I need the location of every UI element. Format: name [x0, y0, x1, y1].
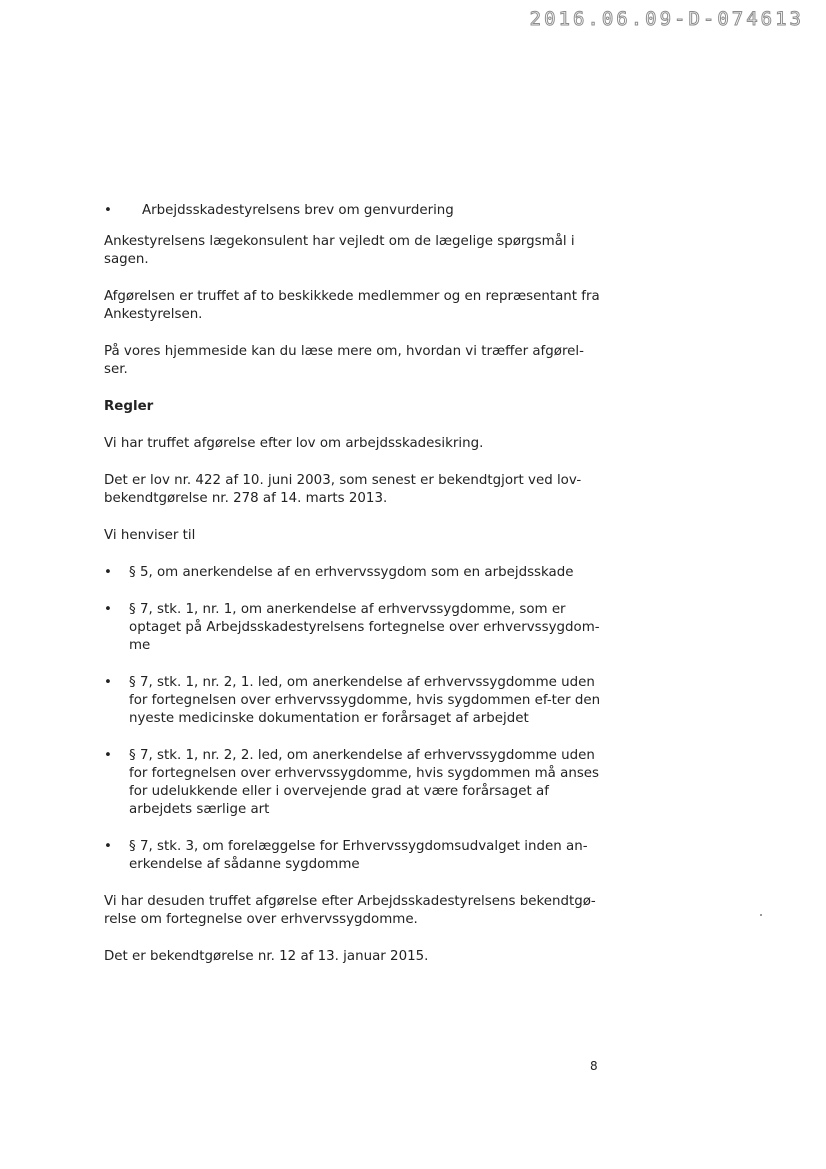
paragraph-executive-order: Vi har desuden truffet afgørelse efter Arbejdsskadestyrelsens bekendtgø-relse om fortegnelse over erhvervssygdomme.: [104, 894, 596, 927]
list-item: [104, 564, 604, 582]
reference-list: [104, 564, 604, 874]
list-item-text: § 7, stk. 1, nr. 2, 1. led, om anerkendelse af erhvervssygdomme uden for fortegnelsen over erhvervssygdomme, hvis sygdommen ef-ter den nyeste medicinske dokumentation er forårsaget af arbejdet: [129, 675, 601, 726]
page-content: [104, 202, 604, 985]
list-item-text: § 7, stk. 3, om forelæggelse for Erhvervssygdomsudvalget inden an-erkendelse af sådanne sygdomme: [129, 839, 588, 872]
list-item: [104, 202, 604, 220]
list-item-text: Arbejdsskadestyrelsens brev om genvurdering: [142, 203, 454, 218]
bullet: •: [104, 839, 112, 854]
list-item: [104, 747, 604, 819]
bullet: •: [104, 675, 112, 690]
bullet: •: [104, 602, 112, 617]
page-number: 8: [590, 1059, 598, 1073]
list-item: [104, 838, 604, 874]
bullet: •: [104, 565, 112, 580]
paragraph-consultant: Ankestyrelsens lægekonsulent har vejledt om de lægelige spørgsmål i sagen.: [104, 234, 575, 267]
paragraph-law-reference: Det er lov nr. 422 af 10. juni 2003, som senest er bekendtgjort ved lov-bekendtgørelse nr. 278 af 14. marts 2013.: [104, 473, 582, 506]
scan-speck: [760, 914, 762, 916]
document-stamp: 2016.06.09-D-074613: [529, 8, 804, 30]
bullet: •: [104, 203, 112, 218]
paragraph-decision-makers: Afgørelsen er truffet af to beskikkede medlemmer og en repræsentant fra Ankestyrelsen.: [104, 289, 600, 322]
list-item-text: § 7, stk. 1, nr. 2, 2. led, om anerkendelse af erhvervssygdomme uden for fortegnelsen over erhvervssygdomme, hvis sygdommen må anses for udelukkende eller i overvejende grad at være forårsaget af arbejdets særlige art: [129, 748, 600, 817]
list-item-text: § 5, om anerkendelse af en erhvervssygdom som en arbejdsskade: [129, 565, 574, 580]
list-item-text: § 7, stk. 1, nr. 1, om anerkendelse af erhvervssygdomme, som er optaget på Arbejdsskadestyrelsens fortegnelse over erhvervssygdom-me: [129, 602, 600, 653]
list-item: [104, 674, 604, 728]
paragraph-website: På vores hjemmeside kan du læse mere om, hvordan vi træffer afgørel-ser.: [104, 344, 584, 377]
paragraph-refer-to: Vi henviser til: [104, 528, 196, 543]
paragraph-executive-order-number: Det er bekendtgørelse nr. 12 af 13. januar 2015.: [104, 949, 429, 964]
paragraph-law: Vi har truffet afgørelse efter lov om arbejdsskadesikring.: [104, 436, 484, 451]
list-item: [104, 601, 604, 655]
bullet: •: [104, 748, 112, 763]
section-heading: Regler: [104, 399, 154, 414]
